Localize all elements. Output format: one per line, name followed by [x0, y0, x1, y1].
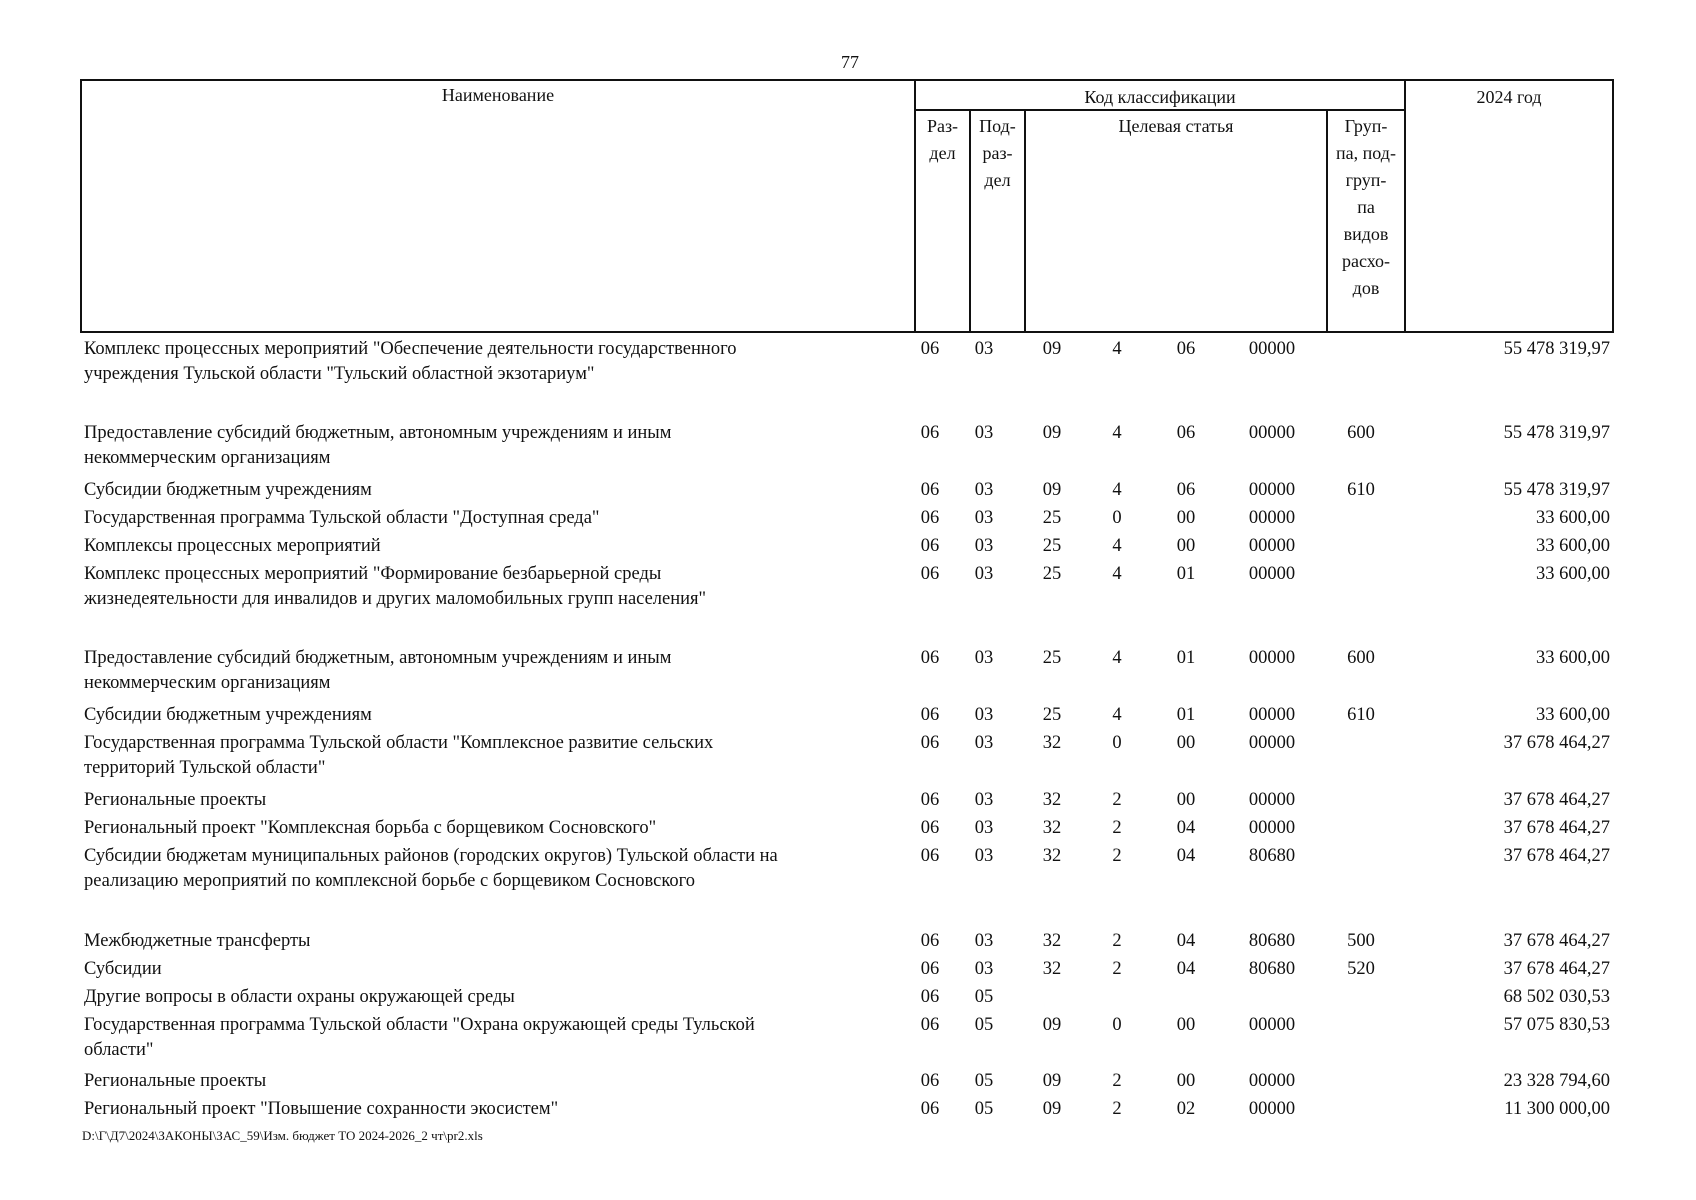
razdel-cell: 06: [920, 339, 940, 359]
target-program-cell: 32: [1042, 846, 1062, 866]
target-type-cell: 4: [1112, 705, 1122, 725]
expense-type-cell: 600: [1347, 648, 1375, 668]
target-direction-cell: 00000: [1248, 818, 1296, 838]
podrazdel-cell: 05: [974, 1099, 994, 1119]
amount-cell: 33 600,00: [1536, 648, 1610, 668]
podrazdel-cell: 03: [974, 959, 994, 979]
target-direction-cell: 00000: [1248, 1071, 1296, 1091]
target-type-cell: 0: [1112, 1015, 1122, 1035]
podrazdel-cell: 03: [974, 931, 994, 951]
target-program-cell: 25: [1042, 705, 1062, 725]
amount-cell: 37 678 464,27: [1503, 818, 1610, 838]
target-event-cell: 00: [1176, 1015, 1196, 1035]
target-type-cell: 0: [1112, 733, 1122, 753]
row-name: Межбюджетные трансферты: [84, 931, 311, 951]
row-name: Региональный проект "Повышение сохранности экосистем": [84, 1099, 559, 1119]
target-program-cell: 09: [1042, 480, 1062, 500]
row-name: Субсидии бюджетным учреждениям: [84, 705, 372, 725]
row-name: Региональные проекты: [84, 790, 267, 810]
target-event-cell: 02: [1176, 1099, 1196, 1119]
razdel-cell: 06: [920, 818, 940, 838]
podrazdel-cell: 03: [974, 480, 994, 500]
row-name: Региональный проект "Комплексная борьба с борщевиком Сосновского": [84, 818, 657, 838]
target-program-cell: 09: [1042, 1099, 1062, 1119]
podrazdel-cell: 03: [974, 846, 994, 866]
header-divider: [1024, 109, 1026, 333]
amount-cell: 33 600,00: [1536, 508, 1610, 528]
target-direction-cell: 00000: [1248, 536, 1296, 556]
row-name: Комплекс процессных мероприятий "Формирование безбарьерной среды жизнедеятельности для инвалидов и других маломобильных групп населения": [84, 564, 707, 609]
target-program-cell: 09: [1042, 1015, 1062, 1035]
target-program-cell: 09: [1042, 339, 1062, 359]
target-type-cell: 4: [1112, 648, 1122, 668]
target-program-cell: 32: [1042, 733, 1062, 753]
expense-type-cell: 600: [1347, 423, 1375, 443]
target-direction-cell: 00000: [1248, 1099, 1296, 1119]
target-program-cell: 32: [1042, 818, 1062, 838]
target-event-cell: 06: [1176, 423, 1196, 443]
target-event-cell: 00: [1176, 508, 1196, 528]
amount-cell: 55 478 319,97: [1503, 423, 1610, 443]
podrazdel-cell: 05: [974, 987, 994, 1007]
target-event-cell: 04: [1176, 846, 1196, 866]
target-event-cell: 01: [1176, 564, 1196, 584]
amount-cell: 23 328 794,60: [1503, 1071, 1610, 1091]
header-code-group: Код классификации: [1084, 87, 1236, 107]
row-name: Предоставление субсидий бюджетным, автономным учреждениям и иным некоммерческим организациям: [84, 648, 672, 693]
target-direction-cell: 80680: [1248, 931, 1296, 951]
target-direction-cell: 00000: [1248, 564, 1296, 584]
amount-cell: 37 678 464,27: [1503, 846, 1610, 866]
amount-cell: 55 478 319,97: [1503, 480, 1610, 500]
header-year: 2024 год: [1476, 87, 1542, 107]
podrazdel-cell: 03: [974, 733, 994, 753]
amount-cell: 33 600,00: [1536, 564, 1610, 584]
target-type-cell: 4: [1112, 536, 1122, 556]
amount-cell: 37 678 464,27: [1503, 931, 1610, 951]
target-event-cell: 00: [1176, 733, 1196, 753]
target-type-cell: 4: [1112, 339, 1122, 359]
razdel-cell: 06: [920, 1099, 940, 1119]
target-event-cell: 04: [1176, 931, 1196, 951]
razdel-cell: 06: [920, 733, 940, 753]
target-type-cell: 4: [1112, 423, 1122, 443]
target-event-cell: 04: [1176, 818, 1196, 838]
podrazdel-cell: 03: [974, 705, 994, 725]
target-program-cell: 25: [1042, 508, 1062, 528]
target-direction-cell: 00000: [1248, 705, 1296, 725]
expense-type-cell: 610: [1347, 705, 1375, 725]
razdel-cell: 06: [920, 846, 940, 866]
target-type-cell: 2: [1112, 790, 1122, 810]
amount-cell: 33 600,00: [1536, 536, 1610, 556]
podrazdel-cell: 03: [974, 423, 994, 443]
row-name: Предоставление субсидий бюджетным, автономным учреждениям и иным некоммерческим организациям: [84, 423, 672, 468]
podrazdel-cell: 03: [974, 339, 994, 359]
header-podrazdel: Под- раз- дел: [979, 116, 1016, 190]
target-direction-cell: 00000: [1248, 339, 1296, 359]
target-program-cell: 32: [1042, 790, 1062, 810]
expense-type-cell: 610: [1347, 480, 1375, 500]
razdel-cell: 06: [920, 705, 940, 725]
razdel-cell: 06: [920, 987, 940, 1007]
expense-type-cell: 520: [1347, 959, 1375, 979]
target-event-cell: 01: [1176, 648, 1196, 668]
target-program-cell: 32: [1042, 931, 1062, 951]
target-event-cell: 00: [1176, 790, 1196, 810]
target-direction-cell: 00000: [1248, 648, 1296, 668]
header-target: Целевая статья: [1118, 116, 1234, 136]
razdel-cell: 06: [920, 1015, 940, 1035]
target-type-cell: 4: [1112, 564, 1122, 584]
target-direction-cell: 00000: [1248, 1015, 1296, 1035]
target-direction-cell: 80680: [1248, 846, 1296, 866]
file-path: D:\Г\Д7\2024\ЗАКОНЫ\ЗАС_59\Изм. бюджет ТО 2024-2026_2 чт\pr2.xls: [82, 1128, 483, 1143]
target-type-cell: 2: [1112, 846, 1122, 866]
target-event-cell: 04: [1176, 959, 1196, 979]
target-program-cell: 25: [1042, 648, 1062, 668]
target-event-cell: 00: [1176, 1071, 1196, 1091]
razdel-cell: 06: [920, 959, 940, 979]
razdel-cell: 06: [920, 480, 940, 500]
podrazdel-cell: 03: [974, 648, 994, 668]
podrazdel-cell: 03: [974, 508, 994, 528]
row-name: Государственная программа Тульской области "Комплексное развитие сельских территорий Тульской области": [84, 733, 714, 778]
target-event-cell: 06: [1176, 339, 1196, 359]
amount-cell: 11 300 000,00: [1504, 1099, 1610, 1119]
target-direction-cell: 00000: [1248, 790, 1296, 810]
razdel-cell: 06: [920, 508, 940, 528]
razdel-cell: 06: [920, 1071, 940, 1091]
podrazdel-cell: 03: [974, 564, 994, 584]
target-direction-cell: 00000: [1248, 733, 1296, 753]
page-number: 77: [841, 52, 859, 72]
target-direction-cell: 00000: [1248, 423, 1296, 443]
row-name: Комплекс процессных мероприятий "Обеспечение деятельности государственного учреждения Тульской области "Тульский областной экзотариум": [84, 339, 737, 384]
row-name: Государственная программа Тульской области "Доступная среда": [84, 508, 600, 528]
target-program-cell: 09: [1042, 423, 1062, 443]
row-name: Региональные проекты: [84, 1071, 267, 1091]
target-event-cell: 01: [1176, 705, 1196, 725]
podrazdel-cell: 05: [974, 1015, 994, 1035]
podrazdel-cell: 05: [974, 1071, 994, 1091]
razdel-cell: 06: [920, 423, 940, 443]
target-program-cell: 09: [1042, 1071, 1062, 1091]
amount-cell: 33 600,00: [1536, 705, 1610, 725]
razdel-cell: 06: [920, 564, 940, 584]
target-program-cell: 32: [1042, 959, 1062, 979]
target-direction-cell: 00000: [1248, 508, 1296, 528]
target-program-cell: 25: [1042, 536, 1062, 556]
target-event-cell: 00: [1176, 536, 1196, 556]
podrazdel-cell: 03: [974, 790, 994, 810]
target-type-cell: 2: [1112, 818, 1122, 838]
row-name: Другие вопросы в области охраны окружающей среды: [84, 987, 515, 1007]
target-type-cell: 2: [1112, 959, 1122, 979]
target-program-cell: 25: [1042, 564, 1062, 584]
row-name: Комплексы процессных мероприятий: [84, 536, 381, 556]
target-event-cell: 06: [1176, 480, 1196, 500]
amount-cell: 37 678 464,27: [1503, 733, 1610, 753]
amount-cell: 68 502 030,53: [1503, 987, 1610, 1007]
target-direction-cell: 80680: [1248, 959, 1296, 979]
amount-cell: 57 075 830,53: [1503, 1015, 1610, 1035]
row-name: Субсидии бюджетам муниципальных районов (городских округов) Тульской области на реализацию мероприятий по комплексной борьбе с борщевиком Сосновского: [84, 846, 778, 891]
header-vid: Груп- па, под- груп- па видов расхо- дов: [1336, 116, 1396, 298]
razdel-cell: 06: [920, 931, 940, 951]
target-type-cell: 2: [1112, 1071, 1122, 1091]
target-type-cell: 4: [1112, 480, 1122, 500]
header-name: Наименование: [441, 85, 555, 105]
target-type-cell: 2: [1112, 931, 1122, 951]
podrazdel-cell: 03: [974, 536, 994, 556]
row-name: Государственная программа Тульской области "Охрана окружающей среды Тульской области": [84, 1015, 755, 1060]
razdel-cell: 06: [920, 790, 940, 810]
amount-cell: 37 678 464,27: [1503, 790, 1610, 810]
target-type-cell: 2: [1112, 1099, 1122, 1119]
target-direction-cell: 00000: [1248, 480, 1296, 500]
podrazdel-cell: 03: [974, 818, 994, 838]
expense-type-cell: 500: [1347, 931, 1375, 951]
amount-cell: 55 478 319,97: [1503, 339, 1610, 359]
row-name: Субсидии: [84, 959, 162, 979]
target-type-cell: 0: [1112, 508, 1122, 528]
row-name: Субсидии бюджетным учреждениям: [84, 480, 372, 500]
header-razdel: Раз- дел: [926, 116, 959, 163]
razdel-cell: 06: [920, 536, 940, 556]
header-divider: [1404, 79, 1406, 333]
amount-cell: 37 678 464,27: [1503, 959, 1610, 979]
razdel-cell: 06: [920, 648, 940, 668]
